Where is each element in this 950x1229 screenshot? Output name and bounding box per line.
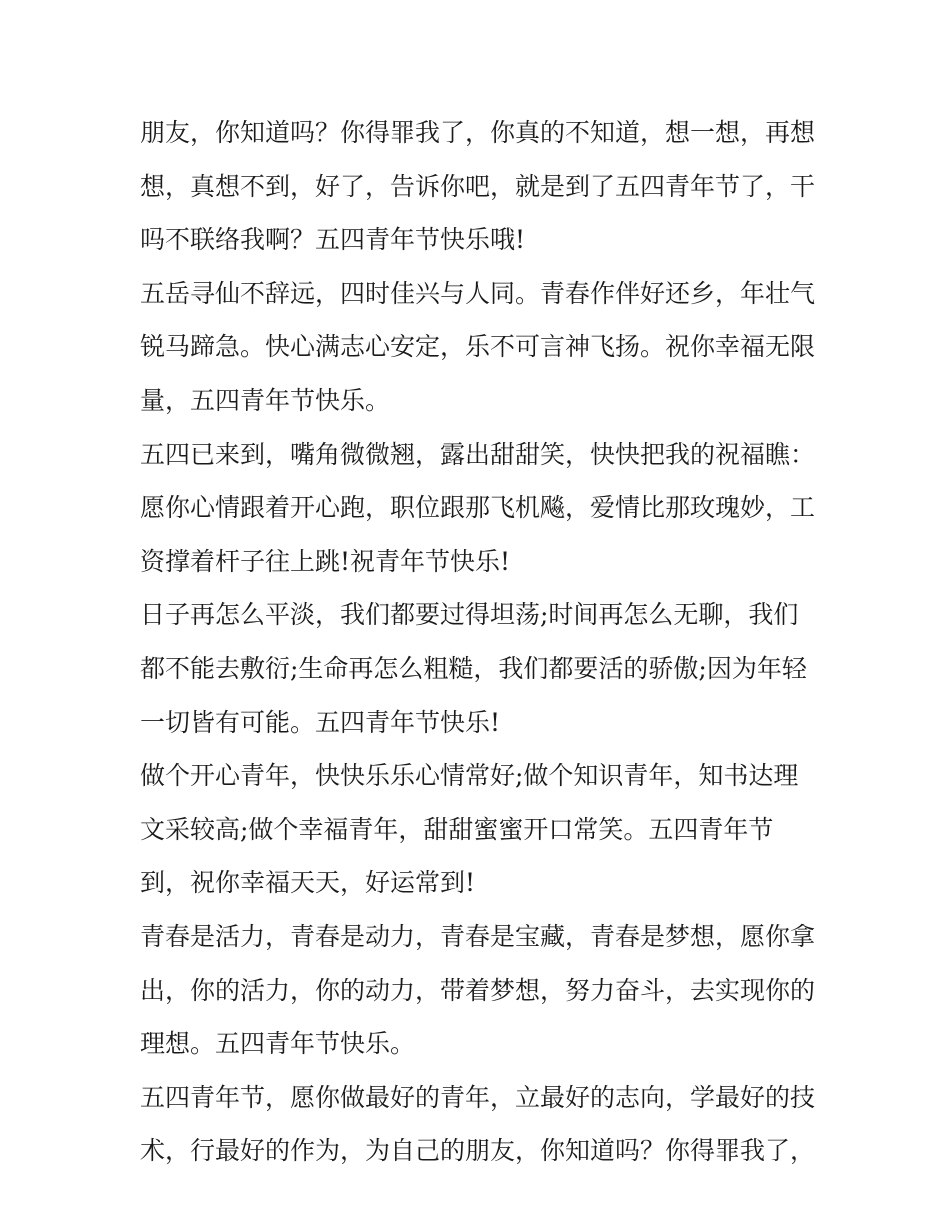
text-line: 愿你心情跟着开心跑，职位跟那飞机飚，爱情比那玫瑰妙，工 bbox=[140, 493, 816, 523]
paragraph-1 bbox=[140, 106, 820, 267]
paragraph-2 bbox=[140, 267, 820, 428]
paragraph-6 bbox=[140, 910, 820, 1071]
text-line: 量，五四青年节快乐。 bbox=[140, 385, 391, 415]
text-line: 日子再怎么平淡，我们都要过得坦荡;时间再怎么无聊，我们 bbox=[140, 600, 799, 630]
text-line: 想，真想不到，好了，告诉你吧，就是到了五四青年节了，干 bbox=[140, 171, 816, 201]
text-line: 一切皆有可能。五四青年节快乐! bbox=[140, 707, 501, 737]
text-line: 吗不联络我啊？五四青年节快乐哦! bbox=[140, 225, 526, 255]
text-line: 五四已来到，嘴角微微翘，露出甜甜笑，快快把我的祝福瞧： bbox=[140, 439, 816, 469]
text-line: 术，行最好的作为，为自己的朋友，你知道吗？你得罪我了， bbox=[140, 1136, 816, 1166]
text-line: 理想。五四青年节快乐。 bbox=[140, 1029, 416, 1059]
text-line: 到，祝你幸福天天，好运常到! bbox=[140, 868, 476, 898]
text-line: 做个开心青年，快快乐乐心情常好;做个知识青年，知书达理 bbox=[140, 761, 799, 791]
paragraph-5 bbox=[140, 749, 820, 910]
text-line: 五岳寻仙不辞远，四时佳兴与人同。青春作伴好还乡，年壮气 bbox=[140, 278, 816, 308]
paragraph-4 bbox=[140, 588, 820, 749]
text-line: 都不能去敷衍;生命再怎么粗糙，我们都要活的骄傲;因为年轻 bbox=[140, 653, 807, 683]
text-line: 资撑着杆子往上跳!祝青年节快乐! bbox=[140, 546, 511, 576]
text-line: 青春是活力，青春是动力，青春是宝藏，青春是梦想，愿你拿 bbox=[140, 921, 816, 951]
text-line: 五四青年节，愿你做最好的青年，立最好的志向，学最好的技 bbox=[140, 1082, 816, 1112]
paragraph-7 bbox=[140, 1071, 820, 1178]
paragraph-3 bbox=[140, 428, 820, 589]
text-line: 朋友，你知道吗？你得罪我了，你真的不知道，想一想，再想 bbox=[140, 118, 816, 147]
text-line: 出，你的活力，你的动力，带着梦想，努力奋斗，去实现你的 bbox=[140, 975, 816, 1005]
text-line: 文采较高;做个幸福青年，甜甜蜜蜜开口常笑。五四青年节 bbox=[140, 814, 774, 844]
document-body bbox=[140, 106, 820, 1178]
text-line: 锐马蹄急。快心满志心安定，乐不可言神飞扬。祝你幸福无限 bbox=[140, 332, 816, 362]
